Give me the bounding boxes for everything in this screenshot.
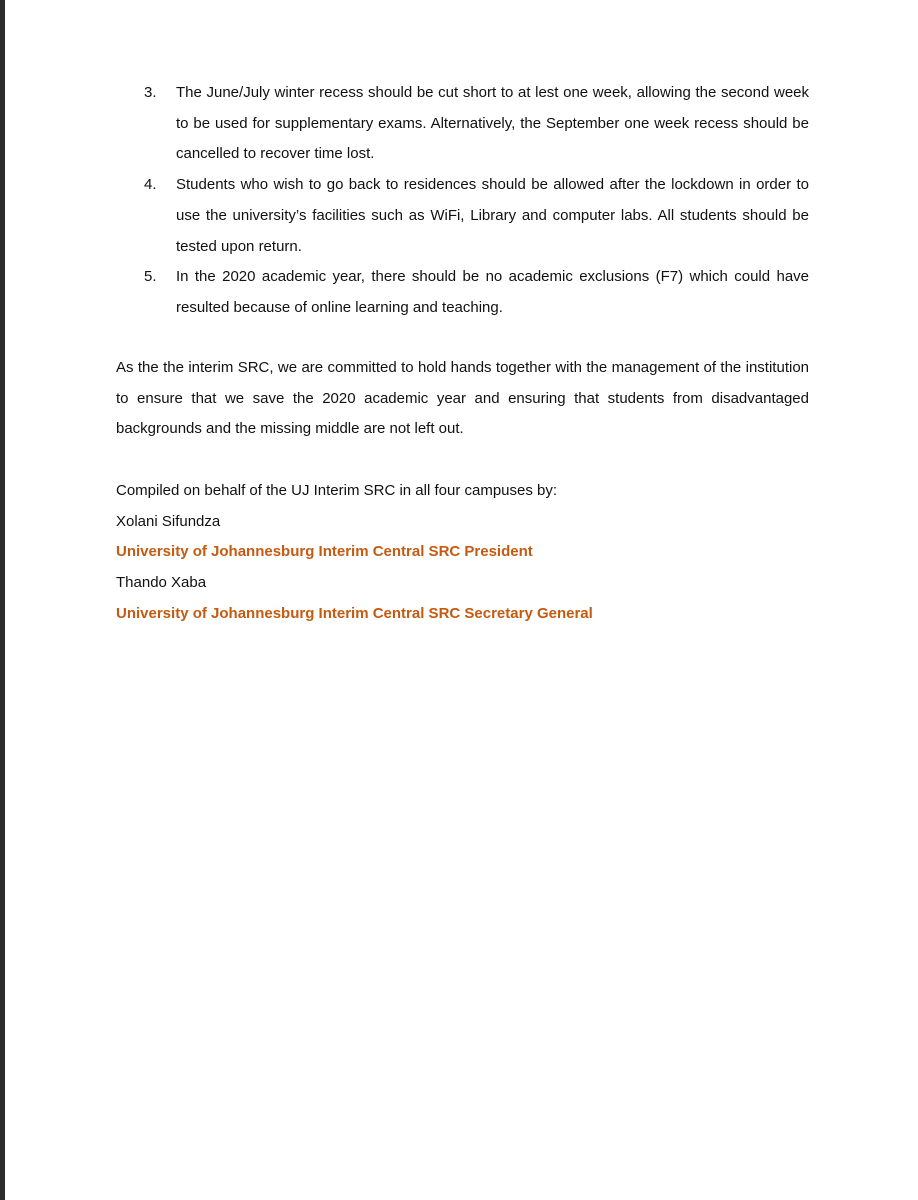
signatory-name-secretary: Thando Xaba — [116, 574, 207, 592]
list-item-number: 3. — [144, 84, 157, 101]
list-item-text: The June/July winter recess should be cut short to at lest one week, allowing the second week to be used for supplementary exams. Alternatively, the September one week recess should be cancelled to recover time lost. — [176, 84, 809, 163]
signatory-title-president: University of Johannesburg Interim Central SRC President — [116, 543, 533, 561]
list-item-number: 4. — [144, 176, 157, 194]
signatory-title-secretary: University of Johannesburg Interim Central SRC Secretary General — [116, 604, 593, 622]
list-item-5 — [144, 262, 809, 323]
demands-list — [144, 78, 809, 324]
list-item-text: Students who wish to go back to residences should be allowed after the lockdown in order to use the university’s facilities such as WiFi, Library and computer labs. All students should be tested upon return. — [176, 176, 809, 255]
document-page — [5, 0, 918, 1200]
list-item-text: In the 2020 academic year, there should be no academic exclusions (F7) which could have resulted because of online learning and teaching. — [176, 268, 809, 316]
compiled-by-line: Compiled on behalf of the UJ Interim SRC in all four campuses by: — [116, 482, 558, 499]
closing-paragraph: As the the interim SRC, we are committed to hold hands together with the management of the institution to ensure that we save the 2020 academic year and ensuring that students from disadvantaged backgrounds and the missing middle are not left out. — [116, 359, 809, 438]
signature-block — [116, 476, 809, 630]
signatory-name-president: Xolani Sifundza — [116, 512, 221, 530]
list-item-3 — [144, 78, 809, 170]
list-item-4 — [144, 170, 809, 262]
list-item-number: 5. — [144, 268, 157, 286]
